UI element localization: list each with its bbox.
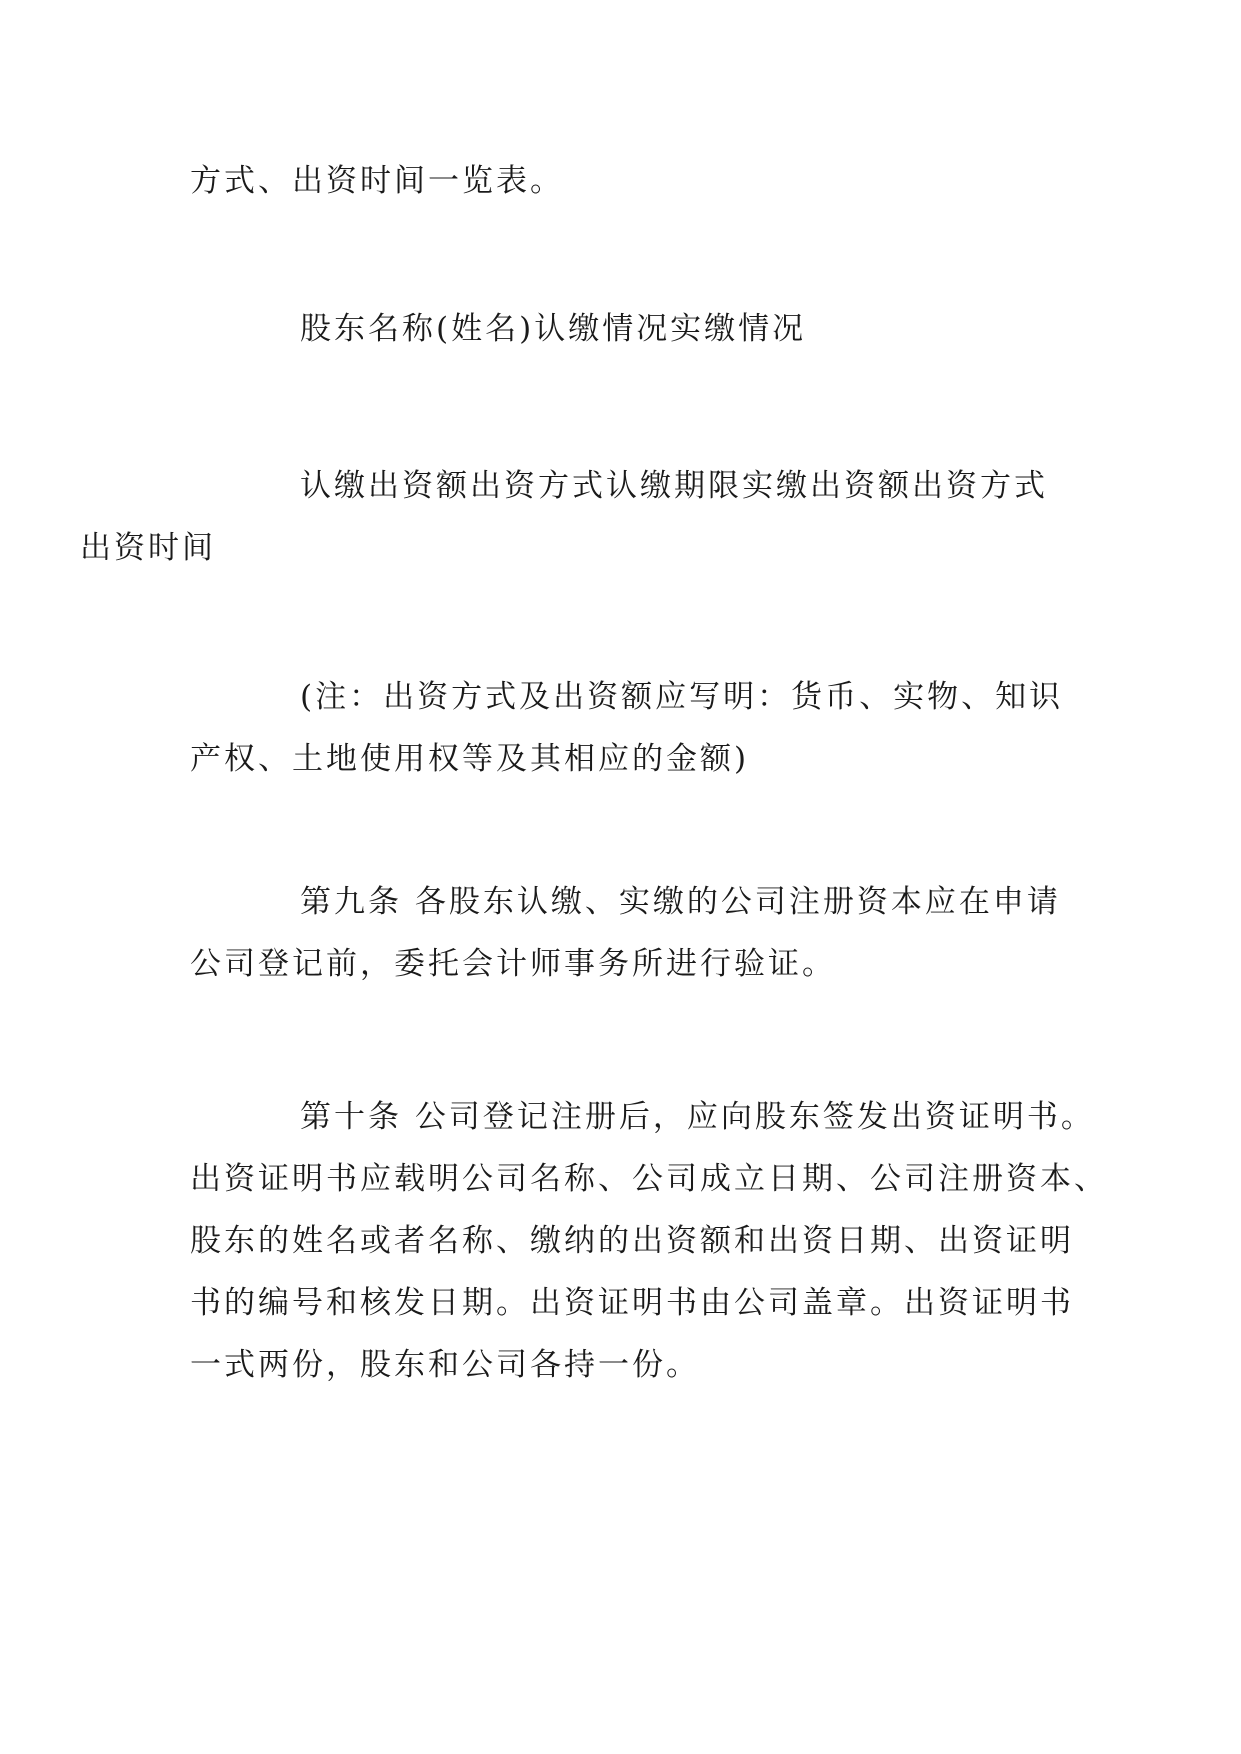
paragraph-contribution-columns [80,455,1052,579]
paragraph-continuation [190,150,1052,212]
text-line: 第九条 各股东认缴、实缴的公司注册资本应在申请 [300,884,1061,920]
text-line: 出资证明书应载明公司名称、公司成立日期、公司注册资本、 [190,1161,1108,1197]
text-line: 书的编号和核发日期。出资证明书由公司盖章。出资证明书 [190,1285,1074,1321]
text-line: 方式、出资时间一览表。 [190,163,564,199]
text-line: (注：出资方式及出资额应写明：货币、实物、知识 [300,679,1064,715]
paragraph-article-9 [190,871,1061,995]
text-line: 一式两份，股东和公司各持一份。 [190,1347,700,1383]
text-line: 股东名称(姓名)认缴情况实缴情况 [300,311,807,347]
text-line: 产权、土地使用权等及其相应的金额) [190,741,750,777]
text-line: 股东的姓名或者名称、缴纳的出资额和出资日期、出资证明 [190,1223,1074,1259]
text-line: 公司登记前，委托会计师事务所进行验证。 [190,946,836,982]
paragraph-article-10 [190,1086,1108,1396]
text-line: 第十条 公司登记注册后，应向股东签发出资证明书。 [300,1099,1095,1135]
paragraph-shareholder-header [190,298,1052,360]
paragraph-note [190,666,1064,790]
text-line: 认缴出资额出资方式认缴期限实缴出资额出资方式 [300,468,1048,504]
text-line: 出资时间 [80,530,216,566]
